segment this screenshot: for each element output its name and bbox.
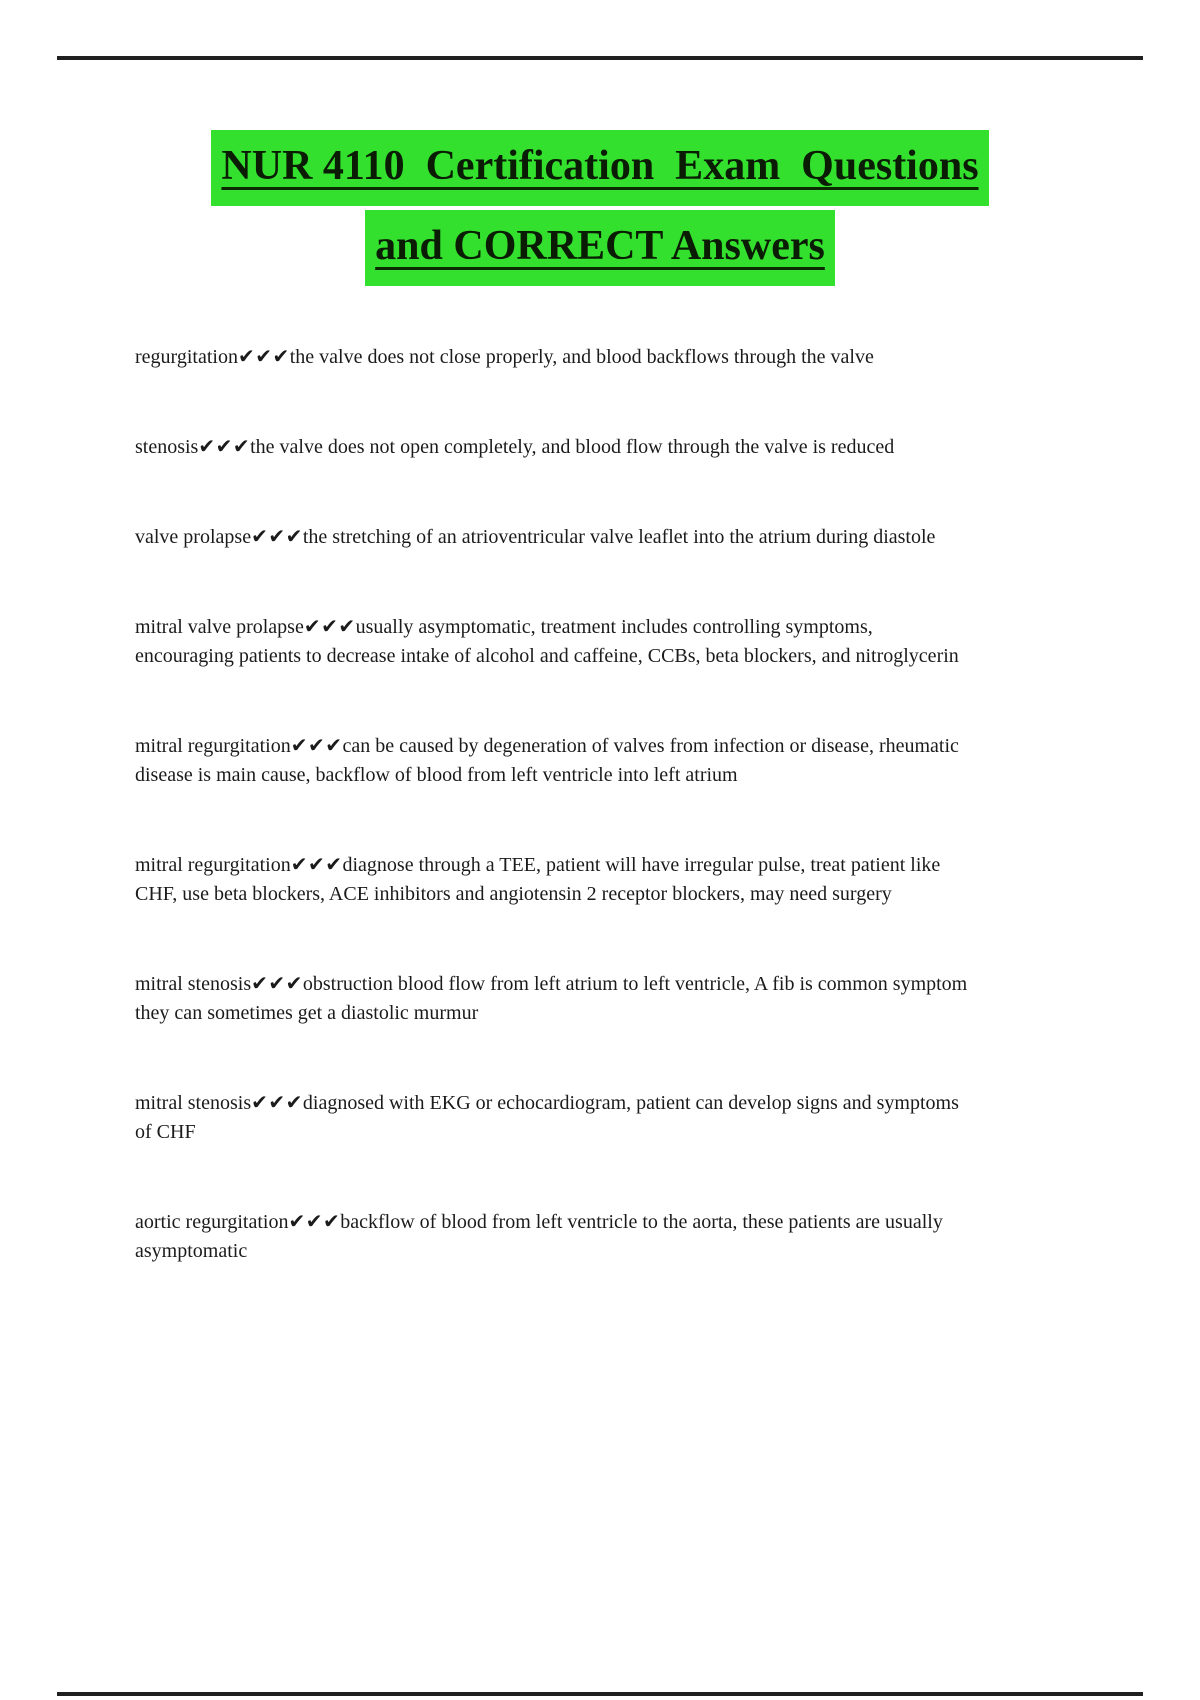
- checkmarks-separator: ✔✔✔: [251, 524, 303, 548]
- qa-term: mitral valve prolapse: [135, 616, 304, 638]
- checkmarks-separator: ✔✔✔: [290, 733, 343, 757]
- page-title: [0, 130, 1200, 290]
- qa-entry: [135, 432, 970, 462]
- qa-term: mitral regurgitation: [135, 735, 291, 757]
- qa-entry: [135, 1088, 970, 1147]
- qa-term: valve prolapse: [135, 526, 252, 548]
- checkmarks-separator: ✔✔✔: [290, 852, 343, 876]
- qa-definition: can be caused by degeneration of valves from infection or disease, rheumatic disease is main cause, backflow of blood from left ventricle into left atrium: [135, 735, 959, 786]
- qa-entry: [135, 731, 970, 790]
- qa-term: mitral stenosis: [135, 973, 252, 995]
- qa-definition: diagnose through a TEE, patient will have irregular pulse, treat patient like CHF, use beta blockers, ACE inhibitors and angiotensin 2 receptor blockers, may need surgery: [135, 854, 941, 905]
- qa-term: stenosis: [135, 436, 199, 458]
- qa-entry: [135, 612, 970, 671]
- page-title-line-1: NUR 4110 Certification Exam Questions: [211, 130, 988, 206]
- checkmarks-separator: ✔✔✔: [251, 971, 303, 995]
- qa-term: mitral regurgitation: [135, 854, 291, 876]
- qa-entry: [135, 1207, 970, 1266]
- checkmarks-separator: ✔✔✔: [303, 614, 356, 638]
- qa-definition: usually asymptomatic, treatment includes controlling symptoms, encouraging patients to decrease intake of alcohol and caffeine, CCBs, beta blockers, and nitroglycerin: [135, 616, 959, 667]
- qa-definition: obstruction blood flow from left atrium to left ventricle, A fib is common symptom they can sometimes get a diastolic murmur: [135, 973, 968, 1024]
- qa-definition: the valve does not close properly, and blood backflows through the valve: [289, 346, 874, 368]
- qa-term: regurgitation: [135, 346, 238, 368]
- qa-list: [135, 342, 970, 1266]
- checkmarks-separator: ✔✔✔: [237, 344, 290, 368]
- qa-entry: [135, 850, 970, 909]
- qa-definition: backflow of blood from left ventricle to the aorta, these patients are usually asymptomatic: [135, 1211, 943, 1262]
- checkmarks-separator: ✔✔✔: [251, 1090, 303, 1114]
- qa-term: aortic regurgitation: [135, 1211, 289, 1233]
- qa-term: mitral stenosis: [135, 1092, 252, 1114]
- checkmarks-separator: ✔✔✔: [288, 1209, 341, 1233]
- qa-definition: the stretching of an atrioventricular valve leaflet into the atrium during diastole: [302, 526, 936, 548]
- bottom-divider-rule: [57, 1692, 1143, 1696]
- qa-entry: [135, 342, 970, 372]
- qa-definition: the valve does not open completely, and blood flow through the valve is reduced: [250, 436, 895, 458]
- page-title-line-2: and CORRECT Answers: [365, 210, 835, 286]
- qa-entry: [135, 969, 970, 1028]
- checkmarks-separator: ✔✔✔: [198, 434, 251, 458]
- top-divider-rule: [57, 56, 1143, 60]
- qa-definition: diagnosed with EKG or echocardiogram, patient can develop signs and symptoms of CHF: [135, 1092, 959, 1143]
- qa-entry: [135, 522, 970, 552]
